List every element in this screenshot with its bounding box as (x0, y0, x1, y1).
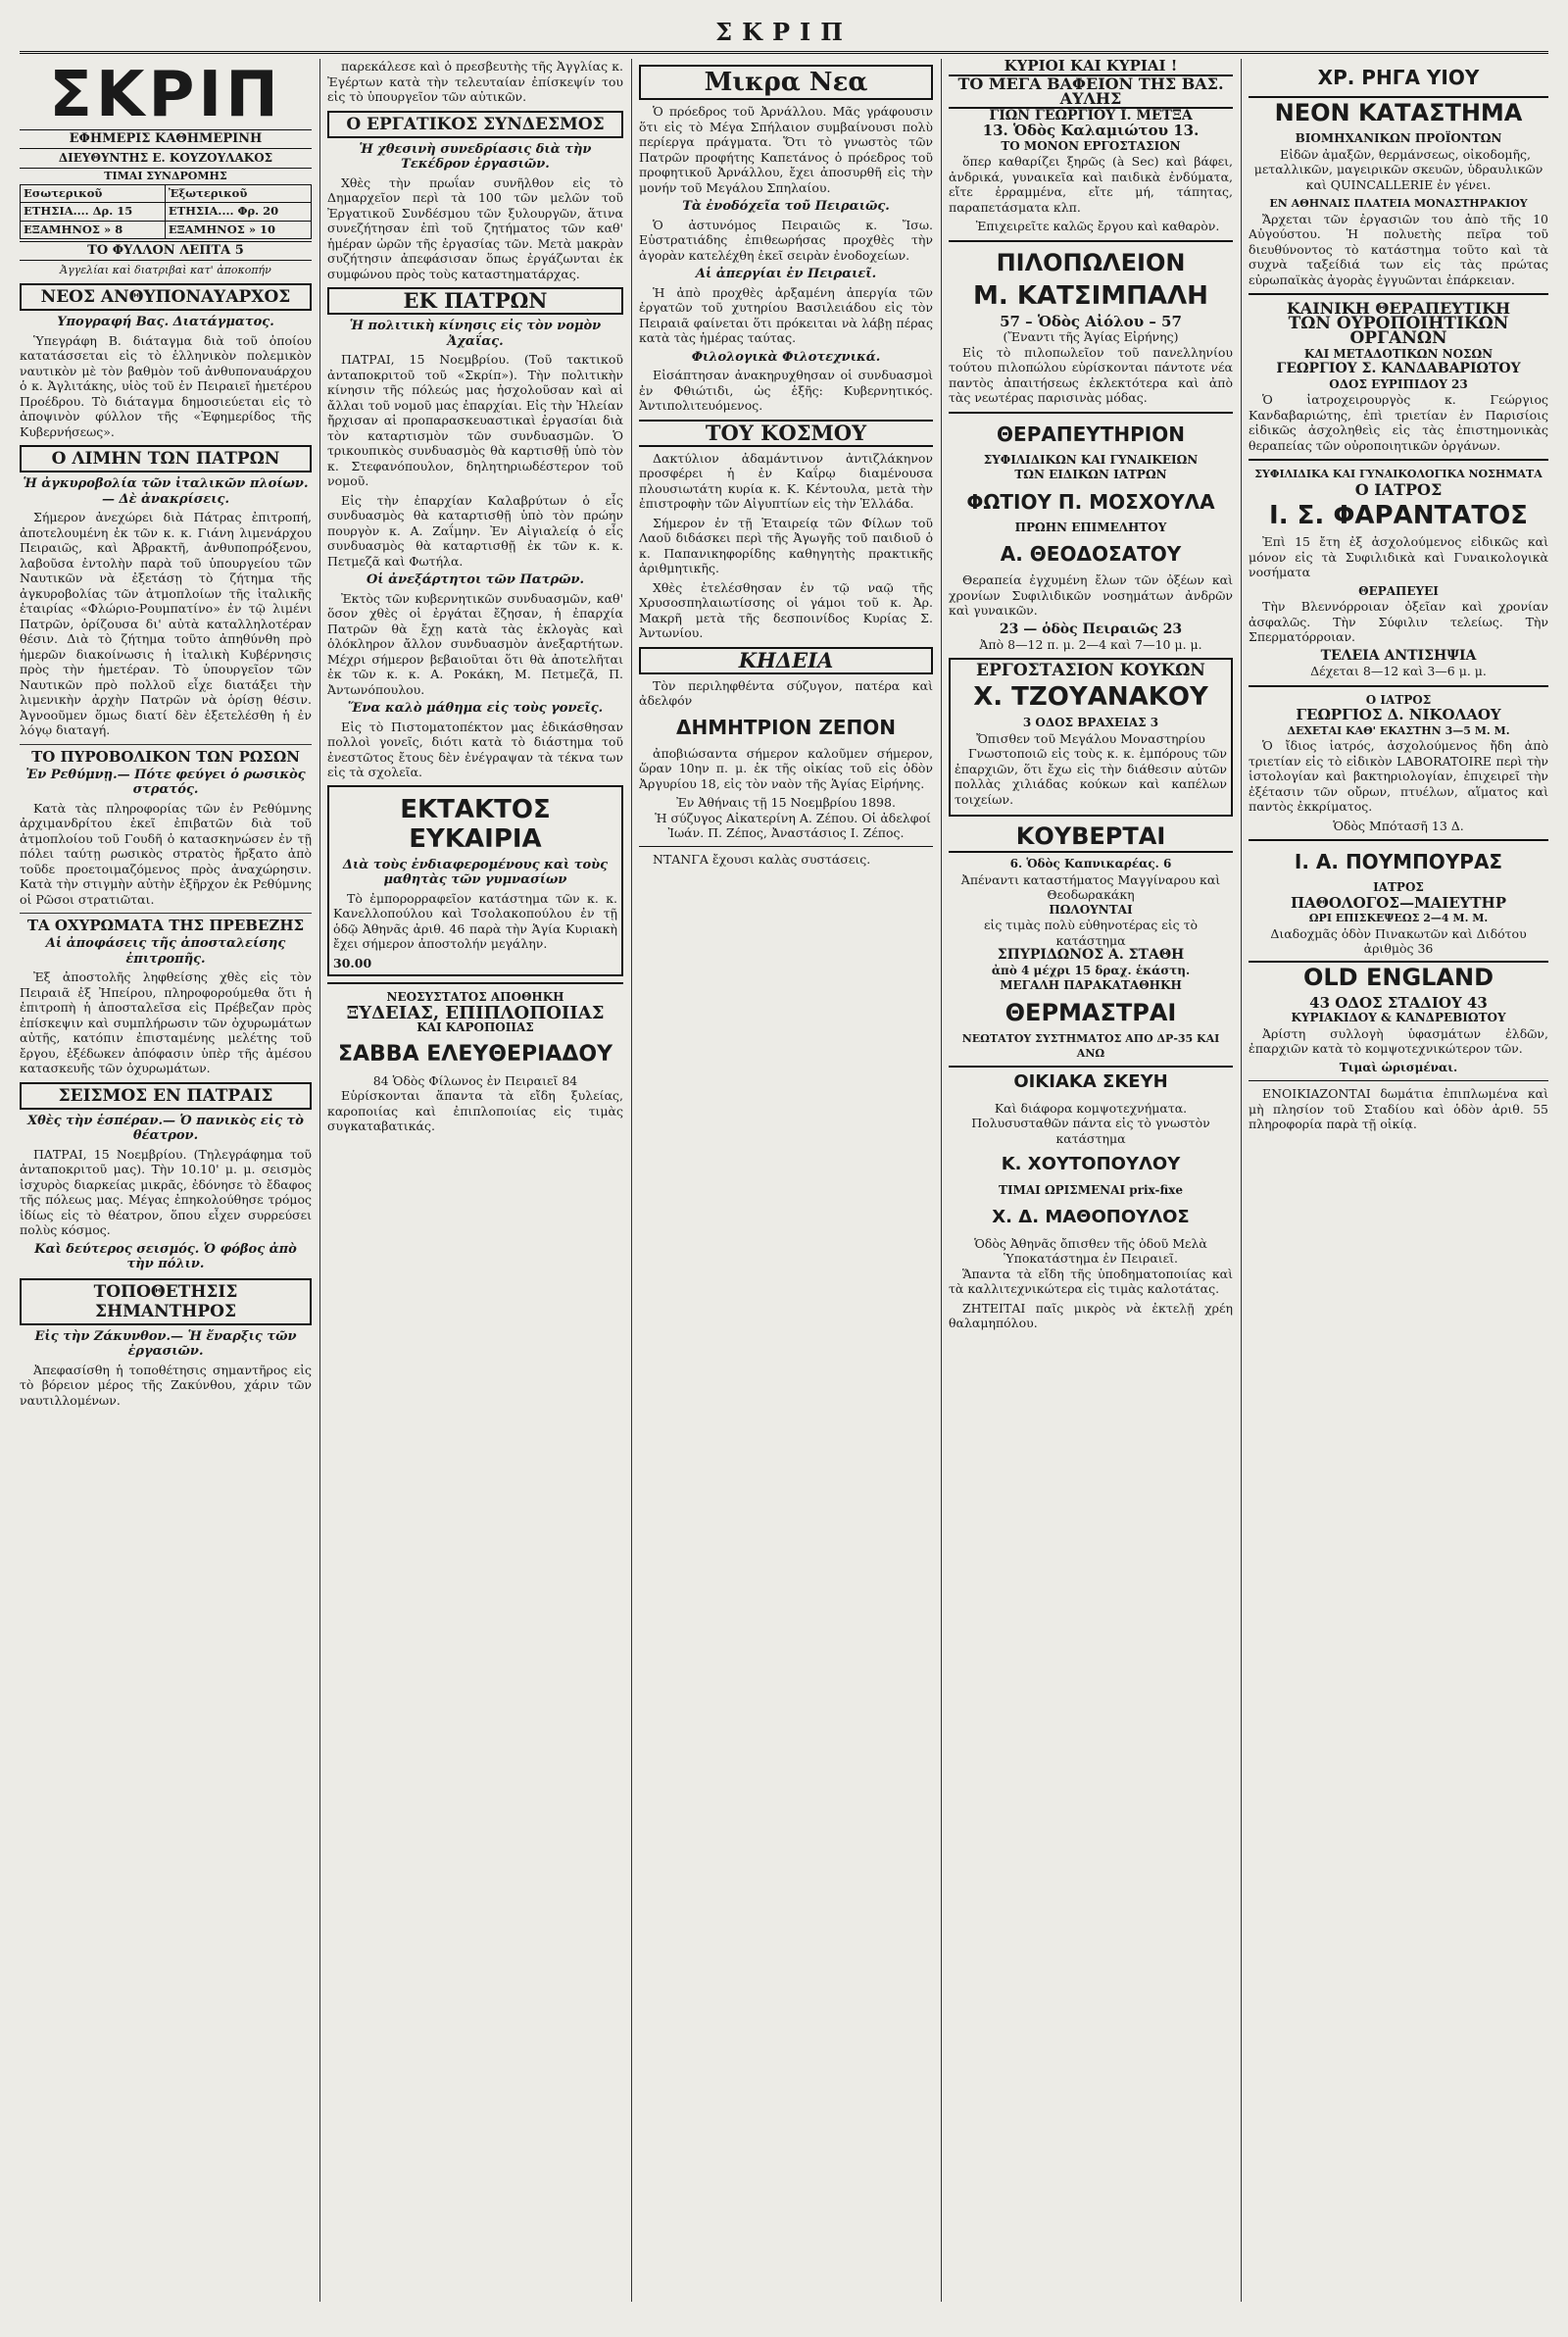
ad-address: 13. Ὁδὸς Καλαμιώτου 13. (982, 122, 1200, 139)
article-title: ΚΗΔΕΙΑ (639, 647, 933, 674)
article-text: ΝΤΑΝΓΑ ἔχουσι καλὰς συστάσεις. (653, 851, 871, 867)
ad-text: Ἅπαντα τὰ εἴδη τῆς ὑποδηματοποιίας καὶ τὰ καλλιτεχνικώτερα εἰς τιμὰς καλοτάτας. (949, 1266, 1233, 1296)
ad-text: Ὁ ἰατροχειρουργὸς κ. Γεώργιος Κανδαβαριώτης, ἐπὶ τριετίαν ἐν Παρισίοις εἰδικῶς ἀσχοληθεὶς εἰς τὰς ἐπιστημονικὰς θεραπείας τῶν οὐροποιητικῶν ὀργάνων. (1249, 392, 1548, 453)
column-rule (941, 59, 942, 2302)
article-title: ΣΕΙΣΜΟΣ ΕΝ ΠΑΤΡΑΙΣ (20, 1082, 312, 1110)
ad-small: ΤΩΝ ΕΙΔΙΚΩΝ ΙΑΤΡΩΝ (1014, 468, 1167, 481)
ad-footer: Τιμαὶ ὡρισμέναι. (1339, 1060, 1458, 1074)
advertisement (949, 658, 1233, 818)
ad-title: ΚΥΡΙΟΙ ΚΑΙ ΚΥΡΙΑΙ ! (1004, 59, 1178, 75)
article-subtitle: Αἱ ἀπεργίαι ἐν Πειραιεῖ. (695, 267, 877, 281)
ad-text: Ἐπὶ 15 ἔτη ἐξ ἀσχολούμενος εἰδικῶς καὶ μόνον εἰς τὰ Συφιλιδικὰ καὶ Γυναικολογικὰ νοσήματα (1249, 534, 1548, 579)
article-subtitle: Ἕνα καλὸ μάθημα εἰς τοὺς γονεῖς. (347, 701, 604, 716)
column-rule (631, 59, 632, 2302)
article-text: Ἐξ ἀποστολῆς ληφθείσης χθὲς εἰς τὸν Πειραιᾶ ἐξ Ἠπείρου, πληροφορούμεθα ὅτι ἡ ἐπιτροπὴ ἡ ἀποσταλεῖσα εἰς Πρέβεζαν πρὸς ἐπίσκεψιν καὶ συμπλήρωσιν τῶν ὀχυρωμάτων αὐτῆς, κατόπιν ἐπισταμένης μελέτης τοῦ ἔργου, ἐξέδωκεν ἀπόφασιν ὑπὲρ τῆς ἀμέσου κατασκευῆς τῶν ὀχυρωμάτων. (20, 970, 312, 1075)
article-subtitle: Ἡ πολιτικὴ κίνησις εἰς τὸν νομὸν Ἀχαΐας. (349, 319, 602, 349)
article-subtitle: Ἐν Ρεθύμνῃ.— Πότε φεύγει ὁ ρωσικὸς στρατός. (25, 767, 306, 797)
article-text: Χθὲς τὴν πρωΐαν συνῆλθον εἰς τὸ Δημαρχεῖον περὶ τὰ 100 τῶν μελῶν τοῦ Ἐργατικοῦ Συνδέσμου τῶν ξυλουργῶν, ἅτινα συνεζήτησαν ἐπὶ τοῦ ζητήματος τῶν καθ' ἡμέραν ὡρῶν τῆς ἐργασίας τῶν. Μετὰ μακρὰν συζήτησιν ἀπεφάσισαν ὅπως ἐργάζωνται ἐκ συμφώνου πρὸς τοὺς καταστηματάρχας. (327, 174, 623, 281)
price-cell: Εσωτερικοῦ (21, 184, 166, 203)
ad-title: ΟΙΚΙΑΚΑ ΣΚΕΥΗ (949, 1066, 1233, 1097)
ad-title: ΤΟ ΜΕΓΑ ΒΑΦΕΙΟΝ ΤΗΣ ΒΑΣ. ΑΥΛΗΣ (949, 75, 1233, 109)
article-title: ΕΚ ΠΑΤΡΩΝ (327, 287, 623, 315)
article-text: Ἡ ἀπὸ προχθὲς ἀρξαμένη ἀπεργία τῶν ἐργατῶν τοῦ χυτηρίου Βασιλειάδου εἰς τὸν Πειραιᾶ φαίνεται ὅτι πρόκειται νὰ λάβῃ πέρας κατὰ τὰς ἡμέρας ταύτας. (639, 284, 933, 345)
ad-footer: ΜΕΓΑΛΗ ΠΑΡΑΚΑΤΑΘΗΚΗ (1000, 978, 1182, 992)
ad-text: ΕΝΟΙΚΙΑΖΟΝΤΑΙ δωμάτια ἐπιπλωμένα καὶ μὴ πλησίον τοῦ Σταδίου καὶ ὁδὸν ἀριθ. 55 πληροφορία παρὰ τῇ οἰκίᾳ. (1249, 1086, 1548, 1131)
ad-title: ΠΙΛΟΠΩΛΕΙΟΝ (996, 248, 1186, 276)
ad-text: Τὸ ἐμπορορραφεῖον κατάστημα τῶν κ. κ. Κανελλοπούλου καὶ Τσολακοπούλου ἐν τῇ ὁδῷ Ἀθηνᾶς ἀριθ. 46 παρὰ τὴν Ἁγία Κυριακὴ ἔχει σήμερον ἀποστολήν μεγάλην. (333, 890, 617, 951)
ad-address: (Ἔναντι τῆς Ἁγίας Εἰρήνης) (1003, 329, 1179, 344)
ad-subtitle: ΠΩΛΟΥΝΤΑΙ (1049, 902, 1133, 917)
article-subtitle: Χθὲς τὴν ἑσπέραν.— Ὁ πανικὸς εἰς τὸ θέατρον. (27, 1113, 304, 1143)
article-subtitle: Τὰ ἐνοδόχεῖα τοῦ Πειραιῶς. (682, 199, 890, 214)
article-title: Ο ΕΡΓΑΤΙΚΟΣ ΣΥΝΔΕΣΜΟΣ (327, 111, 623, 138)
ad-title: ΝΕΟΣΥΣΤΑΤΟΣ ΑΠΟΘΗΚΗ (386, 990, 564, 1004)
ad-price: ἀπὸ 4 μέχρι 15 δραχ. ἑκάστη. (991, 963, 1191, 977)
ad-hours: Δέχεται 8—12 καὶ 3—6 μ. μ. (1310, 664, 1487, 678)
ad-name: Χ. Δ. ΜΑΘΟΠΟΥΛΟΣ (992, 1206, 1190, 1227)
ad-title: OLD ENGLAND (1249, 961, 1548, 992)
price-cell: ΕΞΑΜΗΝΟΣ » 8 (21, 221, 166, 239)
column-rule (1241, 59, 1242, 2302)
ad-title: ΘΕΡΜΑΣΤΡΑΙ (1004, 998, 1177, 1026)
ad-title: ΝΕΟΝ ΚΑΤΑΣΤΗΜΑ (1249, 96, 1548, 127)
divider (1249, 459, 1548, 461)
article-subtitle: Οἱ ἀνεξάρτητοι τῶν Πατρῶν. (366, 572, 585, 587)
article-title: Ο ΛΙΜΗΝ ΤΩΝ ΠΑΤΡΩΝ (20, 445, 312, 472)
ad-text: Εἰδῶν ἀμαξῶν, θερμάνσεως, οἰκοδομῆς, μεταλλικῶν, μαγειρικῶν σκευῶν, ὑδραυλικῶν καὶ QUINCALLERIE ἐν γένει. (1253, 146, 1544, 192)
article-text: Εἰς τὴν ἐπαρχίαν Καλαβρύτων ὁ εἷς συνδυασμὸς θὰ καταρτισθῇ ὑπὸ τὸν πρώην πουργὸν κ. Α. Ζαΐμην. Ἐν Αἰγιαλείᾳ ὁ εἷς συνδυασμὸς θὰ καταρτισθῇ ἐκ τῶν κ. κ. Πετμεζᾶ καὶ Φωτήλα. (327, 492, 623, 569)
column-2 (327, 59, 623, 2302)
ad-address: 84 Ὁδὸς Φίλωνος ἐν Πειραιεῖ 84 (372, 1072, 578, 1088)
column-5 (1249, 59, 1548, 2302)
price-cell: ΕΞΑΜΗΝΟΣ » 10 (165, 221, 311, 239)
divider (1249, 839, 1548, 841)
divider (1249, 685, 1548, 687)
divider (949, 412, 1233, 414)
ad-name: Α. ΘΕΟΔΟΣΑΤΟΥ (1000, 542, 1182, 566)
article-subtitle: Ἡ ἀγκυροβολία τῶν ἰταλικῶν πλοίων.— Δὲ ἀνακρίσεις. (23, 476, 309, 507)
article-subtitle: Εἰς τὴν Ζάκυνθον.— Ἡ ἔναρξις τῶν ἐργασιῶν. (34, 1328, 297, 1359)
article-text: παρεκάλεσε καὶ ὁ πρεσβευτὴς τῆς Ἀγγλίας κ. Ἐγέρτων κατὰ τὴν τελευταίαν ἐπίσκεψίν του εἰς τὸ ὑπουργεῖον τῶν αὐτικῶν. (327, 59, 623, 104)
ad-text: Εἰς τὸ πιλοπωλεῖον τοῦ πανελληνίου τούτου πιλοπώλου εὑρίσκονται πάντοτε νέα παντὸς ἀπαιτήσεως ἐκλεκτότερα καὶ ἀπὸ τὰς νεωτέρας παρισινὰς μόδας. (949, 344, 1233, 405)
ad-name: ΓΕΩΡΓΙΟΥ Σ. ΚΑΝΔΑΒΑΡΙΩΤΟΥ (1276, 361, 1521, 376)
ad-title: ΕΚΤΑΚΤΟΣ ΕΥΚΑΙΡΙΑ (400, 794, 551, 854)
article-title: ΤΟΠΟΘΕΤΗΣΙΣ ΣΗΜΑΝΤΗΡΟΣ (20, 1278, 312, 1325)
article-subtitle: Αἱ ἀποφάσεις τῆς ἀποσταλείσης ἐπιτροπῆς. (45, 936, 286, 967)
ad-text: Ἄρχεται τῶν ἐργασιῶν του ἀπὸ τῆς 10 Αὐγούστου. Ἡ πολυετὴς πεῖρα τοῦ διευθύνοντος τὸ κατάστημα τοῦτο καὶ τὰ συχνὰ ταξείδιά των εἰς τὰς πρώτας εὐρωπαϊκὰς ἀγορὰς ἐγγυῶνται ἐπάρκειαν. (1249, 211, 1548, 287)
article-text: Εἰσάπτησαν ἀνακηρυχθησαν οἱ συνδυασμοὶ ἐν Φθιώτιδι, ὡς ἑξῆς: Κυβερνητικός. Ἀντιπολιτευόμενος. (639, 368, 933, 413)
ad-hours: ΔΕΧΕΤΑΙ ΚΑΘ' ΕΚΑΣΤΗΝ 3—5 Μ. Μ. (1287, 723, 1510, 737)
divider (327, 982, 623, 984)
article-text: Δακτύλιον ἀδαμάντινον ἀντιζλάκηνον προσφέρει ἡ ἐν Καΐρῳ διαμένουσα πλουσιωτάτη κυρία κ. Κ. Κέντουλα, μετὰ τὴν ἐπιστροφὴν τῶν Αἰγυπτίων εἰς τὴν Ἑλλάδα. (639, 450, 933, 511)
price-cell: ΕΤΗΣΙΑ.... Φρ. 20 (165, 203, 311, 222)
article-title: ΤΟΥ ΚΟΣΜΟΥ (639, 420, 933, 447)
ad-title: ΚΑΙΝΙΚΗ ΘΕΡΑΠΕΥΤΙΚΗ (1286, 299, 1511, 318)
ad-text: Ὁδὸς Ἀθηνᾶς ὄπισθεν τῆς ὁδοῦ Μελὰ Ὑποκατάστημα ἐν Πειραιεῖ. (974, 1235, 1207, 1266)
article-text: Σήμερον ἀνεχώρει διὰ Πάτρας ἐπιτροπή, ἀποτελουμένη ἐκ τῶν κ. κ. Γιάνη λιμενάρχου Πειραιῶς, καὶ Ἀβρακτῆ, ἀνθυποπρόξενου, λαβοῦσα ἐντολὴν παρὰ τοῦ ὑπουργείου τῶν Ναυτικῶν νὰ ἐξετάσῃ τὸ ζήτημα τῆς ἀγκυροβολίας τῶν ἀτμοπλοίων τῆς ἰταλικῆς ἑταιρίας «Φλώριο-Ρουμπατίνο» ἐν τῷ λιμένι Πατρῶν, ὁρίζουσα δι' αὐτὰ καταλληλοτέραν θέσιν. Διὰ τὸ ζήτημα τοῦτο ἀπηθύνθη πρὸ ἡμερῶν διακοίνωσις ἡ ἰταλικὴ Κυβέρνησις πρὸς τὴν ἡμετέραν. Τὸ ὑπουργεῖον τῶν Ναυτικῶν πρὸ πολλοῦ εἶχε διατάξει τὴν λιμενικὴν ἀρχὴν Πατρῶν νὰ ὁρίσῃ θέσιν. Ἀγνοοῦμεν ὅμως διατί δὲν ἐξετελέσθη ἡ ἐν λόγῳ διαταγή. (20, 510, 312, 737)
ad-small: Ο ΙΑΤΡΟΣ (1365, 692, 1432, 707)
ad-title: ΣΥΦΙΛΙΔΙΚΑ ΚΑΙ ΓΥΝΑΙΚΟΛΟΓΙΚΑ ΝΟΣΗΜΑΤΑ (1254, 468, 1543, 480)
article-title: ΤΟ ΠΥΡΟΒΟΛΙΚΟΝ ΤΩΝ ΡΩΣΩΝ (20, 744, 312, 766)
ad-name: ΓΕΩΡΓΙΟΣ Δ. ΝΙΚΟΛΑΟΥ (1296, 706, 1501, 723)
article-text: ΠΑΤΡΑΙ, 15 Νοεμβρίου. (Τοῦ τακτικοῦ ἀνταποκριτοῦ τοῦ «Σκρίπ»). Τὴν πολιτικὴν κίνησιν τῆς πόλεώς μας ἠσχολοῦσαν καὶ αἱ ἄλλαι τοῦ νομοῦ μας ἐπαρχίαι. Εἰς τὴν Ἠλείαν ἤρχισαν αἱ προπαρασκευαστικαὶ ἐργασίαι διὰ τὸν καταρτισμὸν τῶν συνδυασμῶν. Ὁ τρικουπικὸς συνδυασμὸς θὰ καρτισθῇ ὑπὸ τὸν κ. Στεφανόπουλον, δηλητηριωδέστερον τοῦ νομοῦ. (327, 352, 623, 488)
ad-title: ΚΑΙ ΚΑΡΟΠΟΙΙΑΣ (416, 1020, 534, 1034)
prices-title: ΤΙΜΑΙ ΣΥΝΔΡΟΜΗΣ (20, 168, 312, 184)
ad-text: Γνωστοποιῶ εἰς τοὺς κ. κ. ἐμπόρους τῶν ἐπαρχιῶν, ὅτι ἔχω εἰς τὴν διάθεσιν αὐτῶν πολλὰς χιλιάδας κούκων καὶ καπέλων τοιχείων. (955, 746, 1227, 807)
ad-text: εἰς τιμὰς πολὺ εὐθηνοτέρας εἰς τὸ κατάστημα (983, 918, 1199, 948)
ad-address: 6. Ὁδὸς Καπνικαρέας. 6 (1009, 857, 1172, 870)
divider (1249, 293, 1548, 295)
ad-subtitle: ΒΙΟΜΗΧΑΝΙΚΩΝ ΠΡΟΪΟΝΤΩΝ (1295, 131, 1502, 145)
ad-title: ΞΥΔΕΙΑΣ, ΕΠΙΠΛΟΠΟΙΙΑΣ (346, 1002, 605, 1023)
ad-subtitle: Διὰ τοὺς ἐνδιαφερομένους καὶ τοὺς μαθητὰς τῶν γυμνασίων (342, 857, 609, 887)
ad-text: ὅπερ καθαρίζει ξηρῶς (à Sec) καὶ βάφει, ἀνδρικά, γυναικεῖα καὶ παιδικὰ ἐνδύματα, εἴτε ἐρραμμένα, εἴτε μή, τάπητας, παραπετάσματα κλπ. (949, 154, 1233, 215)
ad-text: Εὑρίσκονται ἅπαντα τὰ εἴδη ξυλείας, καροποιίας καὶ ἐπιπλοποιίας εἰς τιμὰς συγκαταβατικάς. (327, 1088, 623, 1133)
ad-name: Μ. ΚΑΤΣΙΜΠΑΛΗ (973, 280, 1208, 311)
ad-text: Ἐπιχειρεῖτε καλῶς ἔργου καὶ καθαρὸν. (975, 219, 1220, 233)
ad-small: ΤΙΜΑΙ ΩΡΙΣΜΕΝΑΙ prix-fixe (999, 1183, 1183, 1197)
ad-address: 57 – Ὁδὸς Αἰόλου – 57 (1000, 312, 1182, 330)
ad-price: 30.00 (333, 955, 372, 970)
ad-title: ΚΟΥΒΕΡΤΑΙ (949, 821, 1233, 853)
column-4 (949, 59, 1233, 2302)
article-subtitle: Ἡ χθεσινὴ συνεδρίασις διὰ τὴν Τεκέδρον ἐργασιῶν. (359, 141, 592, 172)
ad-address: ΕΝ ΑΘΗΝΑΙΣ ΠΛΑΤΕΙΑ ΜΟΝΑΣΤΗΡΑΚΙΟΥ (1269, 197, 1528, 210)
price-footer: ΤΟ ΦΥΛΛΟΝ ΛΕΠΤΑ 5 (20, 241, 312, 261)
ad-name: ΓΙΩΝ ΓΕΩΡΓΙΟΥ Ι. ΜΕΤΞΑ (989, 107, 1193, 124)
article-text: Ὑπεγράφη Β. διάταγμα διὰ τοῦ ὁποίου κατατάσσεται εἰς τὸ ἑλληνικὸν πολεμικὸν ναυτικὸν μὲ τὸν βαθμὸν τοῦ ἀνθυποναυάρχου ὁ κ. Ἀγλιτάκης, υἱὸς τοῦ ἐν Πειραιεῖ ἡμετέρου Προέδρου. Τὸ διάταγμα δημοσιεύεται εἰς τὸ ἀποψινὸν φύλλον τῆς «Ἐφημερίδος τῆς Κυβερνήσεως». (20, 332, 312, 439)
ad-title: ΤΩΝ ΟΥΡΟΠΟΙΗΤΙΚΩΝ ΟΡΓΑΝΩΝ (1288, 313, 1509, 348)
article-title: ΝΕΟΣ ΑΝΘΥΠΟΝΑΥΑΡΧΟΣ (20, 283, 312, 311)
masthead-title: ΣΚΡΙΠ (49, 59, 282, 131)
ad-name: ΣΠΥΡΙΔΩΝΟΣ Α. ΣΤΑΘΗ (997, 947, 1185, 963)
ad-address: Ὁδὸς Μπότασῆ 13 Δ. (1333, 818, 1464, 833)
article-text: Χθὲς ἐτελέσθησαν ἐν τῷ ναῷ τῆς Χρυσοσπηλαιωτίσσης οἱ γάμοι τοῦ κ. Ἀρ. Μακρῆ μετὰ τῆς δεσποινίδος Κυρίας Σ. Ἀντωνίου. (639, 579, 933, 640)
ad-address: 3 ΟΔΟΣ ΒΡΑΧΕΙΑΣ 3 (1022, 716, 1159, 729)
prices-table (20, 184, 312, 240)
ad-title: ΧΡ. ΡΗΓΑ ΥΙΟΥ (1317, 66, 1480, 89)
ad-title: ΣΥΦΙΛΙΔΙΚΩΝ ΚΑΙ ΓΥΝΑΙΚΕΙΩΝ (983, 452, 1199, 467)
ad-title: ΠΑΘΟΛΟΓΟΣ—ΜΑΙΕΥΤΗΡ (1291, 893, 1506, 912)
ad-hours: Ἀπὸ 8—12 π. μ. 2—4 καὶ 7—10 μ. μ. (979, 637, 1202, 652)
price-cell: ΕΤΗΣΙΑ.... Δρ. 15 (21, 203, 166, 222)
article-title: Μικρα Νεα (639, 65, 933, 100)
ad-name: Χ. ΤΖΟΥΑΝΑΚΟΥ (973, 682, 1208, 712)
obituary-family: Ἡ σύζυγος Αἰκατερίνη Α. Ζέπου. Οἱ ἀδελφοί Ἰωάν. Π. Ζέπος, Ἀναστάσιος Ι. Ζέπος. (655, 810, 931, 840)
column-3 (639, 59, 933, 2302)
divider (639, 846, 933, 847)
article-title: ΤΑ ΟΧΥΡΩΜΑΤΑ ΤΗΣ ΠΡΕΒΕΖΗΣ (20, 913, 312, 934)
ad-subtitle: ΚΥΡΙΑΚΙΔΟΥ & ΚΑΝΔΡΕΒΙΩΤΟΥ (1291, 1011, 1506, 1024)
deceased-name: ΔΗΜΗΤΡΙΟΝ ΖΕΠΟΝ (676, 715, 896, 739)
article-text: Εἰς τὸ Πιστοματοπέκτον μας ἐδικάσθησαν πολλοὶ γονεῖς, διότι κατὰ τὸ διάστημα τοῦ ἐνεστῶτος ἔτους δὲν ἐνέγραψαν τὰ τέκνα των εἰς τὰ σχολεῖα. (327, 719, 623, 779)
ad-text: Τὴν Βλεννόρροιαν ὀξεῖαν καὶ χρονίαν ἀσφαλῶς. Τὴν Σύφιλιν τελείως. Τὴν Σπερματόρροιαν. (1249, 599, 1548, 644)
article-text: Ἀπεφασίσθη ἡ τοποθέτησις σημαντῆρος εἰς τὸ βόρειον μέρος τῆς Ζακύνθου, χάριν τῶν ναυτιλλομένων. (20, 1362, 312, 1408)
ad-address: ΟΔΟΣ ΕΥΡΙΠΙΔΟΥ 23 (1329, 376, 1468, 391)
ad-subtitle: ΙΑΤΡΟΣ (1373, 880, 1424, 894)
article-subtitle: Καὶ δεύτερος σεισμός. Ὁ φόβος ἀπὸ τὴν πόλιν. (34, 1241, 297, 1271)
article-text: Ὁ ἀστυνόμος Πειραιῶς κ. Ἴσω. Εὐστρατιάδης ἐπιθεωρήσας προχθὲς τὴν ἀγορὰν κατελέχθη ἐκεῖ σειρὰν ἐνοδοχείων. (639, 217, 933, 263)
ad-subtitle: ΘΕΡΑΠΕΥΕΙ (1358, 583, 1439, 598)
ad-text: ΖΗΤΕΙΤΑΙ παῖς μικρὸς νὰ ἐκτελῇ χρέη θαλαμηπόλου. (949, 1300, 1233, 1330)
ad-subtitle: ΚΑΙ ΜΕΤΑΔΟΤΙΚΩΝ ΝΟΣΩΝ (1303, 346, 1494, 361)
ad-text: Ἀρίστη συλλογὴ ὑφασμάτων ἐλδῶν, ἐπαρχιῶν κατὰ τὸ κομψοτεχνικώτερον τῶν. (1249, 1025, 1548, 1056)
ad-name: ΣΑΒΒΑ ΕΛΕΥΘΕΡΙΑΔΟΥ (337, 1041, 613, 1067)
ad-heading: ΤΟ ΜΟΝΟΝ ΕΡΓΟΣΤΑΣΙΟΝ (1001, 138, 1181, 153)
ad-name: Ι. Σ. ΦΑΡΑΝΤΑΤΟΣ (1269, 501, 1528, 530)
ad-hours: ΩΡΙ ΕΠΙΣΚΕΨΕΩΣ 2—4 Μ. Μ. (1308, 912, 1489, 924)
ad-title: ΕΡΓΟΣΤΑΣΙΟΝ ΚΟΥΚΩΝ (976, 660, 1205, 680)
ad-text: Καὶ διάφορα κομψοτεχνήματα. Πολυσυσταθῶν πάντα εἰς τὸ γνωστὸν κατάστημα (971, 1100, 1210, 1146)
ad-small: Ο ΙΑΤΡΟΣ (1354, 479, 1443, 499)
ad-name: ΦΩΤΙΟΥ Π. ΜΟΣΧΟΥΛΑ (966, 489, 1215, 514)
column-1 (20, 59, 312, 2302)
running-head: ΣΚΡΙΠ (20, 18, 1548, 54)
newspaper-page (20, 18, 1548, 2302)
ad-address: 43 ΟΔΟΣ ΣΤΑΔΙΟΥ 43 (1309, 993, 1488, 1012)
column-rule (319, 59, 320, 2302)
masthead-subtitle: ΕΦΗΜΕΡΙΣ ΚΑΘΗΜΕΡΙΝΗ (20, 129, 312, 149)
article-text: Σήμερον ἐν τῇ Ἑταιρείᾳ τῶν Φίλων τοῦ Λαοῦ διδάσκει περὶ τῆς Ἀγωγῆς τοῦ παιδιοῦ ὁ κ. Παπανικηφορίδης καθηγητὴς πρακτικῆς ἀριθμητικῆς. (639, 515, 933, 575)
ad-address: Διαδοχμᾶς ὁδὸν Πινακωτῶν καὶ Διδότου ἀριθμὸς 36 (1270, 925, 1527, 956)
advertisement (327, 785, 623, 977)
ad-text: Ἀπέναντι καταστήματος Μαγγίναρου καὶ Θεοδωρακάκη (960, 871, 1221, 902)
ad-title: ΘΕΡΑΠΕΥΤΗΡΙΟΝ (997, 422, 1185, 446)
article-text: Ὁ πρόεδρος τοῦ Ἀρνάλλου. Μᾶς γράφουσιν ὅτι εἰς τὸ Μέγα Σπήλαιον συμβαίνουσι πολὺ περίεργα πράγματα. Ὅτι τὸ γνωστὸς τῶν Πατρῶν προφήτης Καπετάνος ὁ πρόεδρος τοῦ προφητικοῦ Ἀρνάλλου, ἔχει ἀποσυρθῆ εἰς τὴν μονήν τοῦ Μεγάλου Σπηλαίου. (639, 104, 933, 195)
divider (1249, 1080, 1548, 1081)
ad-text: Θεραπεία ἐγχυμένη ἔλων τῶν ὀξέων καὶ χρονίων Συφιλιδικῶν νοσημάτων ἀνδρῶν καὶ γυναικῶν. (949, 572, 1233, 618)
article-text: Τὸν περιληφθέντα σύζυγον, πατέρα καὶ ἀδελφόν (639, 677, 933, 708)
obituary-date: Ἐν Ἀθήναις τῇ 15 Νοεμβρίου 1898. (676, 795, 896, 810)
article-text: Ἐκτὸς τῶν κυβερνητικῶν συνδυασμῶν, καθ' ὅσον χθὲς οἱ ἐργάται ἔζησαν, ἡ ἐπαρχία Πατρῶν θὰ ἔχῃ κατὰ τὰς ἐκλογὰς καὶ ὁλόκληρον ἄλλον συνδυασμὸν ἀνεξαρτήτων. Μέχρι σήμερον βεβαιοῦται ὅτι θὰ ἀποτελῆται ἐκ τῶν κ. κ. Α. Ροκάκη, Μ. Πετμεζᾶ, Π. Ἀντωνόπουλου. (327, 590, 623, 697)
article-text: Κατὰ τὰς πληροφορίας τῶν ἐν Ρεθύμνης ἀρχιμανδρίτου ἐκεῖ ἐπιβατῶν διὰ τοῦ ἀτμοπλοίου τοῦ Γουδῆ ὁ κατασκηνώσεν ἐν τῇ πόλει ταύτῃ ρωσικὸς στρατὸς ἤρξατο ἀπὸ τοῦδε προετοιμαζόμενος πρὸς ἀναχώρησιν. Κατὰ τὴν στιγμὴν αὐτὴν ἐξῆρχον ἐκ Ρεθύμνης οἱ Ρῶσοι στρατιῶται. (20, 800, 312, 907)
article-subtitle: Υπογραφή Βας. Διατάγματος. (57, 315, 274, 329)
ad-subtitle: ΝΕΩΤΑΤΟΥ ΣΥΣΤΗΜΑΤΟΣ ΑΠΟ ΔΡ-35 ΚΑΙ ΑΝΩ (961, 1031, 1220, 1060)
price-cell: Ἐξωτερικοῦ (165, 184, 311, 203)
ad-address: Ὄπισθεν τοῦ Μεγάλου Μοναστηρίου (976, 730, 1205, 746)
article-text: ΠΑΤΡΑΙ, 15 Νοεμβρίου. (Τηλεγράφημα τοῦ ἀνταποκριτοῦ μας). Τὴν 10.10' μ. μ. σεισμὸς ἰσχυρὸς διαρκείας μικρᾶς, ἐδόνησε τὸ ἔδαφος τῆς πόλεως μας. Μέγας ἐπηκολούθησε τρόμος ἰδίως εἰς τὸ θέατρον, ὅπου εἶχεν συρρεύσει πολὺς κόσμος. (20, 1146, 312, 1237)
divider (949, 240, 1233, 242)
ad-footer: ΤΕΛΕΙΑ ΑΝΤΙΣΗΨΙΑ (1320, 647, 1477, 664)
ad-name: Κ. ΧΟΥΤΟΠΟΥΛΟΥ (1001, 1154, 1181, 1174)
ad-small: ΠΡΩΗΝ ΕΠΙΜΕΛΗΤΟΥ (1014, 520, 1167, 534)
article-subtitle: Φιλολογικὰ Φιλοτεχνικά. (691, 349, 881, 365)
ads-notice: Ἀγγελίαι καὶ διατριβαὶ κατ' ἀποκοπήν (60, 263, 271, 276)
ad-address: 23 — ὁδὸς Πειραιῶς 23 (999, 621, 1183, 637)
article-text: ἀποβιώσαντα σήμερον καλοῦμεν σήμερον, ὥραν 10ην π. μ. ἐκ τῆς οἰκίας τοῦ εἰς ὁδὸν Ἀργυρίου 18, εἰς τὸν ναὸν τῆς Ἁγίας Εἰρήνης. (639, 745, 933, 791)
ad-text: Ὁ ἴδιος ἰατρός, ἀσχολούμενος ἤδη ἀπὸ τριετίαν εἰς τὸ εἰδικὸν LABORATOIRE περὶ τὴν ἱστολογίαν καὶ βακτηριολογίαν, ἐπιχειρεῖ τὴν ἐξέτασιν τῶν οὔρων, πτυέλων, αἵματος καὶ παντὸς ἐκκρίματος. (1249, 738, 1548, 814)
ad-name: Ι. Α. ΠΟΥΜΠΟΥΡΑΣ (1294, 850, 1503, 873)
masthead-director: ΔΙΕΥΘΥΝΤΗΣ Ε. ΚΟΥΖΟΥΛΑΚΟΣ (58, 150, 273, 165)
